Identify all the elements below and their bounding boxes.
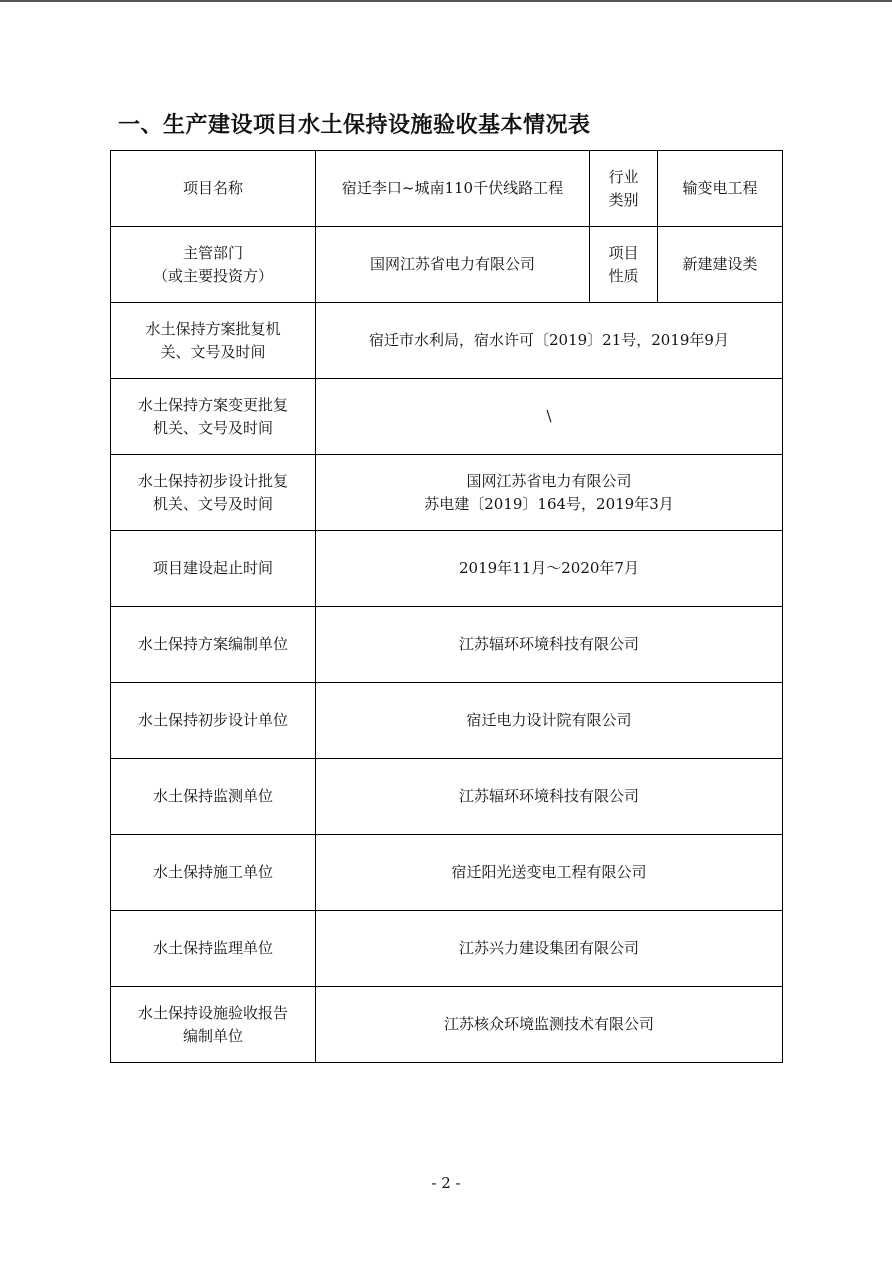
value-acceptance-report-compiler: 江苏核众环境监测技术有限公司 <box>316 987 783 1063</box>
table-row-construction-unit <box>111 835 783 911</box>
value-preliminary-design-approval <box>316 455 783 531</box>
label-line: 机关、文号及时间 <box>152 418 273 437</box>
table-row-plan-approval <box>111 303 783 379</box>
value-preliminary-design-unit: 宿迁电力设计院有限公司 <box>316 683 783 759</box>
label-plan-change-approval <box>111 379 316 455</box>
table-row-plan-compiler <box>111 607 783 683</box>
label-line: 类别 <box>608 190 639 209</box>
table-row-project-name <box>111 151 783 227</box>
label-competent-department <box>111 227 316 303</box>
label-line: 水土保持方案变更批复 <box>137 395 288 414</box>
label-line: 行业 <box>608 167 639 186</box>
value-line: 国网江苏省电力有限公司 <box>466 471 632 490</box>
table-row-construction-period <box>111 531 783 607</box>
top-border-line <box>0 0 892 2</box>
label-construction-period: 项目建设起止时间 <box>111 531 316 607</box>
value-supervision-unit: 江苏兴力建设集团有限公司 <box>316 911 783 987</box>
table-row-plan-change-approval <box>111 379 783 455</box>
label-line: 机关、文号及时间 <box>152 494 273 513</box>
basic-info-table <box>110 150 783 1063</box>
value-monitoring-unit: 江苏辐环环境科技有限公司 <box>316 759 783 835</box>
label-line: 水土保持设施验收报告 <box>137 1003 288 1022</box>
value-project-nature: 新建建设类 <box>658 227 783 303</box>
label-line: （或主要投资方） <box>152 266 273 285</box>
value-industry-category: 输变电工程 <box>658 151 783 227</box>
label-monitoring-unit: 水土保持监测单位 <box>111 759 316 835</box>
label-line: 关、文号及时间 <box>160 342 266 361</box>
value-project-name: 宿迁李口~城南110千伏线路工程 <box>316 151 590 227</box>
label-supervision-unit: 水土保持监理单位 <box>111 911 316 987</box>
label-preliminary-design-unit: 水土保持初步设计单位 <box>111 683 316 759</box>
value-competent-department: 国网江苏省电力有限公司 <box>316 227 590 303</box>
label-preliminary-design-approval <box>111 455 316 531</box>
value-construction-period: 2019年11月～2020年7月 <box>316 531 783 607</box>
label-industry-category <box>590 151 658 227</box>
label-line: 水土保持初步设计批复 <box>137 471 288 490</box>
label-line: 项目 <box>608 243 639 262</box>
label-acceptance-report-compiler <box>111 987 316 1063</box>
label-line: 编制单位 <box>182 1026 243 1045</box>
label-plan-compiler: 水土保持方案编制单位 <box>111 607 316 683</box>
label-line: 水土保持方案批复机 <box>145 319 281 338</box>
table-row-preliminary-design-approval <box>111 455 783 531</box>
table-row-supervision-unit <box>111 911 783 987</box>
value-plan-change-approval: \ <box>316 379 783 455</box>
label-plan-approval <box>111 303 316 379</box>
value-plan-approval: 宿迁市水利局，宿水许可〔2019〕21号，2019年9月 <box>316 303 783 379</box>
label-line: 主管部门 <box>182 243 243 262</box>
label-project-nature <box>590 227 658 303</box>
label-construction-unit: 水土保持施工单位 <box>111 835 316 911</box>
table-row-competent-department <box>111 227 783 303</box>
value-plan-compiler: 江苏辐环环境科技有限公司 <box>316 607 783 683</box>
page-title: 一、生产建设项目水土保持设施验收基本情况表 <box>118 113 591 138</box>
page-number: - 2 - <box>431 1174 461 1192</box>
table-row-acceptance-report-compiler <box>111 987 783 1063</box>
value-construction-unit: 宿迁阳光送变电工程有限公司 <box>316 835 783 911</box>
value-line: 苏电建〔2019〕164号，2019年3月 <box>424 494 674 513</box>
table-row-monitoring-unit <box>111 759 783 835</box>
label-line: 性质 <box>608 266 639 285</box>
label-project-name: 项目名称 <box>111 151 316 227</box>
table-row-preliminary-design-unit <box>111 683 783 759</box>
